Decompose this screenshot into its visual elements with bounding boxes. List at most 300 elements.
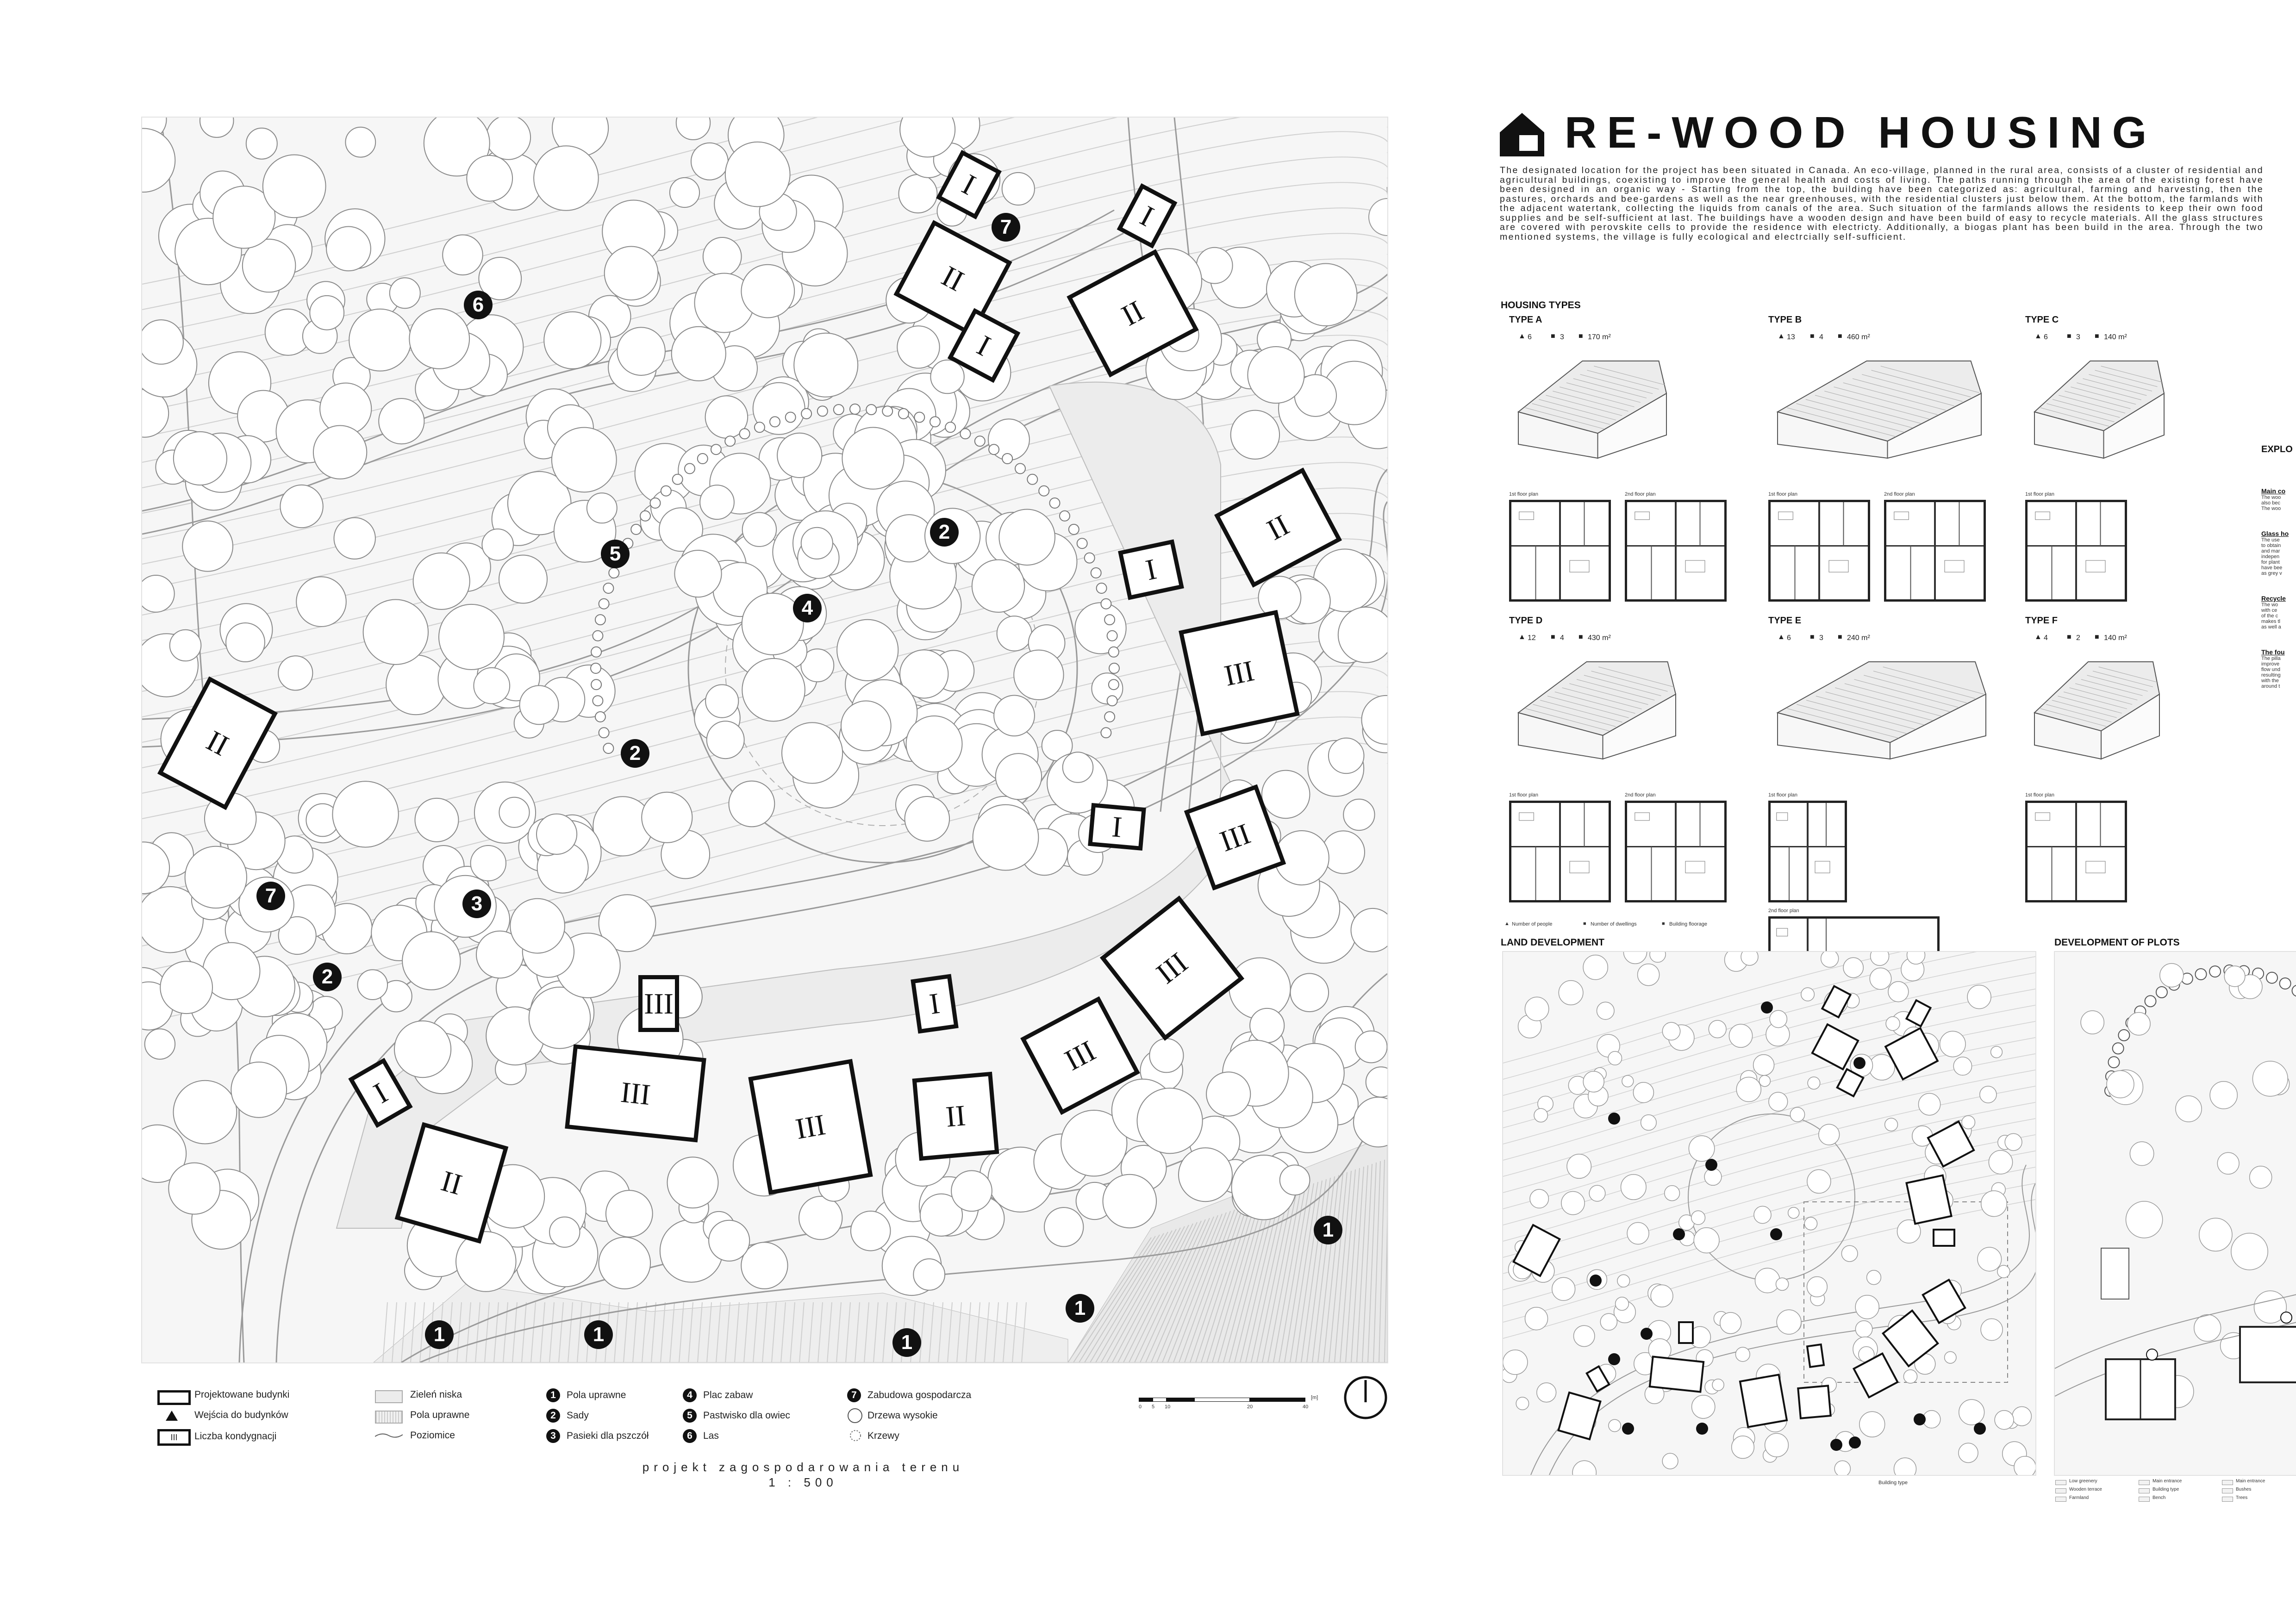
tree xyxy=(1978,1247,2002,1271)
building xyxy=(1650,1356,1703,1392)
tree xyxy=(1572,1461,1596,1475)
exploded-item xyxy=(2261,648,2296,689)
housing-key xyxy=(1504,921,1828,932)
exploded-item-text: The wo xyxy=(2261,602,2278,608)
plots-legend-swatch xyxy=(2222,1497,2233,1502)
tree xyxy=(1355,1031,1387,1063)
floorage-value: 430 m² xyxy=(1588,634,1611,642)
tree xyxy=(1354,1097,1387,1147)
floor-plan-label: 2nd floor plan xyxy=(1884,491,1915,497)
shrub xyxy=(1107,696,1117,706)
tree xyxy=(2194,1315,2221,1342)
shrub xyxy=(698,454,708,464)
building xyxy=(1559,1393,1601,1439)
type-name: TYPE E xyxy=(1768,616,1802,626)
page-title: RE-WOOD HOUSING xyxy=(1565,108,2157,157)
tree xyxy=(1351,908,1388,952)
people-count: 6 xyxy=(1787,634,1791,642)
people-icon: ▲ xyxy=(2034,633,2042,641)
tree xyxy=(1291,974,1329,1012)
tree xyxy=(1280,1165,1310,1195)
tree xyxy=(1516,1397,1529,1410)
tree xyxy=(2014,1456,2035,1475)
exploded-item-text: flow und xyxy=(2261,667,2280,672)
scale-tick: 40 xyxy=(1303,1404,1309,1410)
type-name: TYPE F xyxy=(2025,616,2058,626)
tree xyxy=(837,620,898,681)
scale-unit: [m] xyxy=(1311,1395,1318,1400)
zone-marker xyxy=(1761,1001,1773,1014)
tree xyxy=(1503,1350,1528,1374)
tree xyxy=(390,278,420,308)
shrub xyxy=(1039,486,1049,496)
tree xyxy=(707,721,744,759)
floor-plan xyxy=(1625,801,1727,902)
tree xyxy=(1967,985,1991,1009)
tree xyxy=(905,796,950,841)
zone-marker-1: 1 xyxy=(1066,1294,1094,1323)
plots-legend-swatch xyxy=(2055,1497,2066,1502)
tree xyxy=(1777,1310,1801,1334)
tree xyxy=(587,493,617,523)
tree xyxy=(906,716,962,772)
exploded-item-title: Glass ho xyxy=(2261,530,2289,537)
floorage-value: 240 m² xyxy=(1847,634,1870,642)
zone-marker-1: 1 xyxy=(1314,1216,1342,1244)
tree xyxy=(1075,603,1126,653)
plan-furniture xyxy=(1570,861,1589,873)
plots-legend-label: Main entrance xyxy=(2236,1479,2265,1484)
plan-furniture xyxy=(1815,861,1830,873)
tree xyxy=(1953,1057,1972,1075)
building-type-marker xyxy=(2281,1312,2292,1323)
zone-marker xyxy=(1914,1413,1926,1425)
house-isometric xyxy=(1514,653,1694,773)
tree xyxy=(1665,1186,1680,1201)
legend-number: 1 xyxy=(546,1388,560,1402)
shrub xyxy=(1109,663,1119,673)
tree xyxy=(1662,1453,1678,1469)
building: III xyxy=(565,1044,706,1142)
tree xyxy=(499,797,529,827)
shrub xyxy=(770,417,780,427)
tree xyxy=(2107,1070,2134,1098)
tree xyxy=(1534,1108,1547,1122)
tree xyxy=(200,118,234,137)
tree xyxy=(741,265,794,318)
legend-number: 4 xyxy=(683,1388,697,1402)
exploded-item-text: around t xyxy=(2261,684,2280,689)
tree xyxy=(1770,1010,1787,1027)
tree xyxy=(1788,1207,1799,1219)
tree xyxy=(1821,952,1839,967)
site-plan-map xyxy=(141,117,1388,1363)
legend-building-symbol xyxy=(157,1390,191,1405)
tree xyxy=(1995,1411,2014,1430)
tree xyxy=(1959,1399,1984,1425)
dwellings-icon: ■ xyxy=(2067,633,2071,641)
legend-label: Pastwisko dla owiec xyxy=(703,1410,790,1421)
tree xyxy=(1959,1443,1978,1462)
shrub xyxy=(975,436,985,446)
tree xyxy=(226,623,265,662)
tree xyxy=(1366,1067,1387,1097)
building: II xyxy=(1067,249,1198,377)
shrub xyxy=(640,511,650,521)
shrub xyxy=(1002,454,1012,464)
tree xyxy=(930,360,964,393)
dwellings-count: 4 xyxy=(1560,634,1564,642)
plots-legend-label: Farmland xyxy=(2069,1495,2089,1500)
zone-marker xyxy=(1705,1159,1717,1171)
tree xyxy=(725,142,790,207)
tree xyxy=(439,604,504,670)
shrub xyxy=(801,409,811,419)
exploded-item-text: with ce xyxy=(2261,608,2277,613)
plan-furniture xyxy=(2086,861,2105,873)
shrub xyxy=(1109,647,1119,657)
zone-marker-3: 3 xyxy=(462,889,491,918)
tree xyxy=(1559,981,1583,1005)
plan-furniture xyxy=(1945,560,1964,572)
tree xyxy=(1989,1150,2012,1174)
shrub xyxy=(1101,599,1111,609)
tree xyxy=(605,247,658,300)
shrub xyxy=(650,498,661,508)
tree xyxy=(1691,1211,1705,1225)
scale-tick: 0 xyxy=(1139,1404,1142,1410)
floor-plan xyxy=(2025,801,2127,902)
shrub xyxy=(599,728,609,738)
floorage-value: 170 m² xyxy=(1588,333,1611,341)
tree xyxy=(1841,1245,1858,1262)
type-name: TYPE B xyxy=(1768,315,1802,325)
dwellings-icon: ■ xyxy=(1551,332,1555,340)
tree xyxy=(972,560,1024,612)
tree xyxy=(1736,1077,1761,1102)
legend-number: 7 xyxy=(847,1388,861,1402)
zone-marker xyxy=(1853,1057,1866,1069)
floorage-icon: ■ xyxy=(1578,633,1583,641)
tree xyxy=(1262,771,1310,819)
tree xyxy=(1662,1022,1680,1040)
floor-plan-rooms xyxy=(2028,803,2125,900)
legend-label: Krzewy xyxy=(867,1430,899,1441)
tree xyxy=(499,555,547,603)
tree xyxy=(482,529,513,560)
zone-marker xyxy=(1696,1423,1708,1435)
scale-tick: 10 xyxy=(1165,1404,1171,1410)
tree xyxy=(1343,799,1374,830)
tree xyxy=(794,333,858,397)
shrub xyxy=(1027,474,1037,485)
floor-plan-rooms xyxy=(1511,803,1609,900)
shrub xyxy=(850,404,860,414)
exploded-item-text: The woo xyxy=(2261,506,2281,511)
building: III xyxy=(1184,784,1286,890)
tree xyxy=(741,1242,787,1288)
house-isometric xyxy=(1514,352,1685,472)
building: III xyxy=(1020,996,1140,1115)
tree xyxy=(2081,1011,2104,1034)
shrub xyxy=(2266,972,2277,983)
scale-tick: 5 xyxy=(1152,1404,1155,1410)
plan-furniture xyxy=(1635,512,1650,520)
floor-plan-rooms xyxy=(1886,502,1984,599)
shrub xyxy=(914,412,924,423)
tree xyxy=(520,685,559,724)
tree xyxy=(1567,1154,1591,1178)
dwellings-count: 4 xyxy=(1819,333,1823,341)
site-plan-drawing xyxy=(142,118,1387,1362)
tree xyxy=(1537,1383,1556,1402)
tree xyxy=(1338,607,1387,663)
tree xyxy=(334,518,375,559)
legend-number: 2 xyxy=(546,1409,560,1423)
housing-types-grid xyxy=(1500,315,2250,935)
tree xyxy=(402,932,460,989)
tree xyxy=(1945,1352,1956,1363)
shrub xyxy=(989,444,999,454)
tree xyxy=(510,899,565,953)
tree xyxy=(471,846,506,881)
floorage-value: 140 m² xyxy=(2104,333,2127,341)
tree xyxy=(1886,1017,1900,1031)
tree xyxy=(345,127,375,157)
plan-furniture xyxy=(1778,512,1793,520)
tree xyxy=(999,510,1055,566)
tree xyxy=(1617,1275,1630,1287)
tree xyxy=(1855,1295,1879,1319)
shrub xyxy=(2109,1057,2120,1068)
exploded-item-text: with the xyxy=(2261,678,2279,684)
zone-marker-2: 2 xyxy=(930,518,959,547)
plan-furniture xyxy=(1570,560,1589,572)
tree xyxy=(1608,1051,1622,1065)
shrub xyxy=(1085,553,1095,563)
exploded-item xyxy=(2261,530,2296,576)
tree xyxy=(742,659,805,721)
shrub xyxy=(1060,511,1070,521)
plots-legend-label: Bench xyxy=(2152,1495,2166,1500)
tree xyxy=(280,485,323,528)
tree xyxy=(1014,650,1063,700)
tree xyxy=(2252,1061,2288,1096)
people-count: 12 xyxy=(1528,634,1536,642)
plot-building-plan xyxy=(2240,1327,2296,1382)
tree xyxy=(2012,1407,2031,1426)
zone-marker xyxy=(1608,1113,1620,1125)
tree xyxy=(1962,1116,1975,1129)
zone-marker-5: 5 xyxy=(601,540,630,568)
building xyxy=(1740,1374,1787,1427)
plots-legend-swatch xyxy=(2222,1488,2233,1493)
tree xyxy=(2210,1082,2237,1109)
building: III xyxy=(1179,610,1300,736)
type-name: TYPE C xyxy=(2025,315,2059,325)
exploded-item-text: indepen xyxy=(2261,554,2280,560)
shrub xyxy=(2156,987,2167,998)
tree xyxy=(296,577,346,627)
tree xyxy=(2217,1152,2239,1174)
tree xyxy=(168,1163,220,1214)
tree xyxy=(801,528,833,559)
tree xyxy=(729,781,775,827)
exploded-item xyxy=(2261,595,2296,630)
map-edge-marker xyxy=(1369,199,1387,236)
tree xyxy=(326,227,371,271)
tree xyxy=(670,178,699,207)
exploded-item-title: Recycle xyxy=(2261,595,2286,602)
tree xyxy=(841,701,891,751)
plan-furniture xyxy=(1519,512,1534,520)
tree xyxy=(443,235,483,275)
exploded-item-text: for plant xyxy=(2261,560,2280,565)
tree xyxy=(2231,1233,2268,1270)
exploded-heading: EXPLO xyxy=(2261,444,2293,454)
building: III xyxy=(638,975,679,1032)
people-count: 4 xyxy=(2044,634,2048,642)
shrub xyxy=(1050,498,1060,508)
tree xyxy=(1689,1136,1714,1161)
tree xyxy=(246,128,277,159)
tree xyxy=(552,428,617,492)
tree xyxy=(799,1196,842,1239)
floor-plan xyxy=(1884,500,1986,602)
development-of-plots-heading: DEVELOPMENT OF PLOTS xyxy=(2054,937,2180,948)
tree xyxy=(174,432,227,485)
tree xyxy=(1712,1379,1724,1391)
tree xyxy=(1759,1076,1770,1087)
legend-label: Zabudowa gospodarcza xyxy=(867,1390,972,1400)
tree xyxy=(413,553,470,609)
shrub xyxy=(2280,978,2291,989)
key-label: Number of people xyxy=(1512,921,1553,927)
tree xyxy=(1137,1088,1203,1153)
tree xyxy=(1754,1206,1771,1223)
shrub xyxy=(817,406,828,416)
type-name: TYPE D xyxy=(1509,616,1543,626)
shrub xyxy=(2118,1030,2129,1041)
shrub xyxy=(834,404,844,415)
floorage-icon: ■ xyxy=(1838,332,1842,340)
building: I xyxy=(936,150,1002,219)
tree xyxy=(1552,1277,1575,1300)
tree xyxy=(231,1062,287,1118)
floorage-icon: ■ xyxy=(2095,332,2099,340)
wooden-terrace xyxy=(2101,1248,2129,1299)
tree xyxy=(1525,1307,1548,1330)
floorage-icon: ■ xyxy=(1838,633,1842,641)
plots-map xyxy=(2054,951,2296,1476)
shrub xyxy=(1015,464,1025,474)
tree xyxy=(1801,988,1815,1001)
legend-number: 3 xyxy=(546,1429,560,1443)
tree xyxy=(278,656,312,690)
plan-furniture xyxy=(2035,512,2050,520)
shrub xyxy=(945,422,955,432)
tree xyxy=(2126,1201,2163,1238)
floor-plan-label: 2nd floor plan xyxy=(1625,491,1656,497)
tree xyxy=(1583,1071,1604,1092)
tree xyxy=(160,961,212,1014)
tree xyxy=(1720,1312,1741,1334)
shrub xyxy=(593,631,603,641)
tree xyxy=(1530,1189,1548,1208)
tree xyxy=(358,970,388,1000)
zone-marker-1: 1 xyxy=(892,1328,921,1357)
floorage-icon: ■ xyxy=(1662,921,1665,927)
exploded-item-text: as well a xyxy=(2261,624,2281,630)
tree xyxy=(1997,1265,2010,1278)
tree xyxy=(1843,958,1863,977)
plots-legend-swatch xyxy=(2139,1480,2150,1485)
project-description: The designated location for the project has been situated in Canada. An eco-village, planned in the rural area, consists of a cluster of residential and agricultural buildings, coexisting to improve the general health and costs of living. The paths running through the area of the existing forest have been designed in an organic way - Starting from the top, the building have been categorized as: agricultural, farming and harvesting, then the pastures, orchards and bee-gardens as well as the near greenhouses, with the residential clusters just below them. At the bottom, the farmlands with the adjacent watertank, collecting the liquids from canals of the area. Such situation of the farmlands allows the residents to keep their own food supplies and be self-sufficient at last. The buildings have a wooden design and have been build of easy to recycle materials. All the glass structures are covered with perovskite cells to provide the residence with electricty. Additionally, a biogas plant has been build in the area. Through the two mentioned systems, the village is fully ecological and electrcially self-sufficient. xyxy=(1500,165,2264,242)
house-isometric xyxy=(2030,352,2183,472)
plots-legend-swatch xyxy=(2055,1480,2066,1485)
shrub xyxy=(685,464,695,474)
plan-furniture xyxy=(1685,861,1705,873)
building: I xyxy=(1117,183,1178,249)
tree xyxy=(1650,952,1666,962)
tree xyxy=(996,753,1042,799)
tree xyxy=(1641,1115,1657,1131)
dwellings-icon: ■ xyxy=(1810,332,1815,340)
tree xyxy=(897,326,939,368)
shrub xyxy=(595,615,605,625)
shrub xyxy=(603,583,613,593)
tree xyxy=(549,1217,580,1247)
plan-furniture xyxy=(1777,813,1788,821)
shrub-icon xyxy=(849,1429,862,1442)
legend-label: Poziomice xyxy=(410,1430,455,1441)
shrub xyxy=(740,429,750,439)
shrub xyxy=(1069,524,1079,535)
zone-marker-2: 2 xyxy=(313,963,342,991)
dwellings-count: 3 xyxy=(1819,634,1823,642)
zone-marker-7: 7 xyxy=(992,213,1020,242)
building: I xyxy=(1088,803,1146,851)
tree xyxy=(1609,1419,1621,1431)
people-icon: ▲ xyxy=(1778,633,1785,641)
plots-drawing xyxy=(2055,952,2296,1475)
exploded-item-text: also bec xyxy=(2261,500,2280,506)
tree xyxy=(1871,952,1889,965)
zone-marker-1: 1 xyxy=(425,1320,454,1349)
tree xyxy=(599,1237,651,1289)
shrub xyxy=(711,444,721,454)
tree xyxy=(486,118,530,160)
building-type-marker xyxy=(2146,1349,2158,1360)
tree xyxy=(1638,964,1660,986)
tree xyxy=(1044,1207,1083,1246)
exploded-item-text: The use xyxy=(2261,537,2280,543)
zone-marker-4: 4 xyxy=(793,594,822,622)
tree xyxy=(1765,1433,1789,1457)
people-count: 6 xyxy=(2044,333,2048,341)
tree xyxy=(1329,738,1364,774)
shrub xyxy=(599,599,609,609)
people-icon: ▲ xyxy=(2034,332,2042,340)
shrub xyxy=(661,486,671,496)
dwellings-count: 2 xyxy=(2076,634,2080,642)
shrub xyxy=(591,647,601,657)
north-arrow-icon xyxy=(1342,1374,1389,1421)
zone-marker xyxy=(1849,1436,1861,1449)
tree xyxy=(672,327,726,381)
tree xyxy=(534,146,599,211)
plots-legend-swatch xyxy=(2055,1488,2066,1493)
